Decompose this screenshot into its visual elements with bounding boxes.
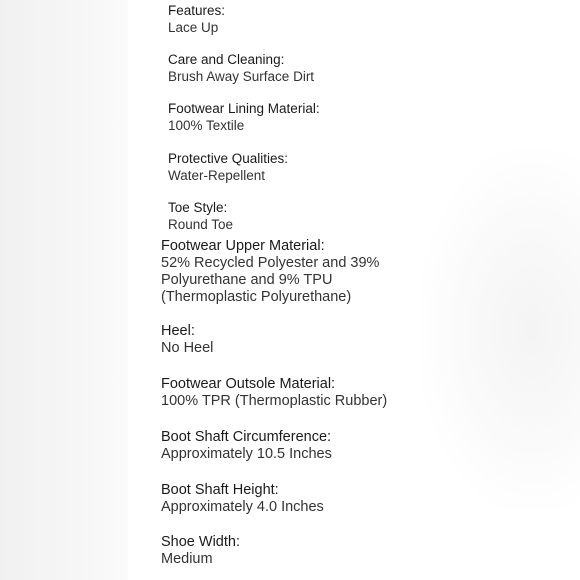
- detail-value: Approximately 4.0 Inches: [161, 499, 324, 515]
- detail-label: Footwear Outsole Material:: [161, 376, 336, 392]
- detail-features: [168, 2, 225, 36]
- detail-boot-shaft-circumference: [161, 428, 461, 463]
- detail-value: 52% Recycled Polyester and 39% Polyurethane and 9% TPU (Thermoplastic Polyurethane): [161, 255, 380, 305]
- detail-boot-shaft-height: [161, 481, 461, 516]
- detail-label: Heel:: [161, 323, 195, 339]
- detail-value: No Heel: [161, 340, 214, 356]
- detail-value: 100% Textile: [168, 118, 245, 133]
- detail-lining-material: [168, 100, 320, 134]
- detail-value: Water-Repellent: [168, 168, 266, 183]
- detail-value: Approximately 10.5 Inches: [161, 446, 332, 462]
- detail-heel: [161, 322, 461, 357]
- detail-label: Features:: [168, 3, 226, 18]
- detail-protective-qualities: [168, 150, 288, 184]
- detail-label: Footwear Lining Material:: [168, 101, 320, 116]
- detail-label: Protective Qualities:: [168, 151, 289, 166]
- detail-value: Round Toe: [168, 217, 234, 232]
- detail-value: 100% TPR (Thermoplastic Rubber): [161, 393, 388, 409]
- detail-label: Footwear Upper Material:: [161, 238, 325, 254]
- detail-upper-material: [161, 237, 431, 306]
- detail-label: Toe Style:: [168, 200, 228, 215]
- detail-toe-style: [168, 199, 233, 233]
- detail-value: Medium: [161, 551, 213, 567]
- detail-care-and-cleaning: [168, 51, 314, 85]
- detail-label: Shoe Width:: [161, 534, 240, 550]
- left-margin-shade: [0, 0, 130, 580]
- detail-label: Care and Cleaning:: [168, 52, 285, 67]
- detail-outsole-material: [161, 375, 461, 410]
- detail-value: Lace Up: [168, 20, 219, 35]
- detail-value: Brush Away Surface Dirt: [168, 69, 315, 84]
- detail-label: Boot Shaft Height:: [161, 482, 279, 498]
- detail-label: Boot Shaft Circumference:: [161, 429, 332, 445]
- detail-shoe-width: [161, 533, 461, 568]
